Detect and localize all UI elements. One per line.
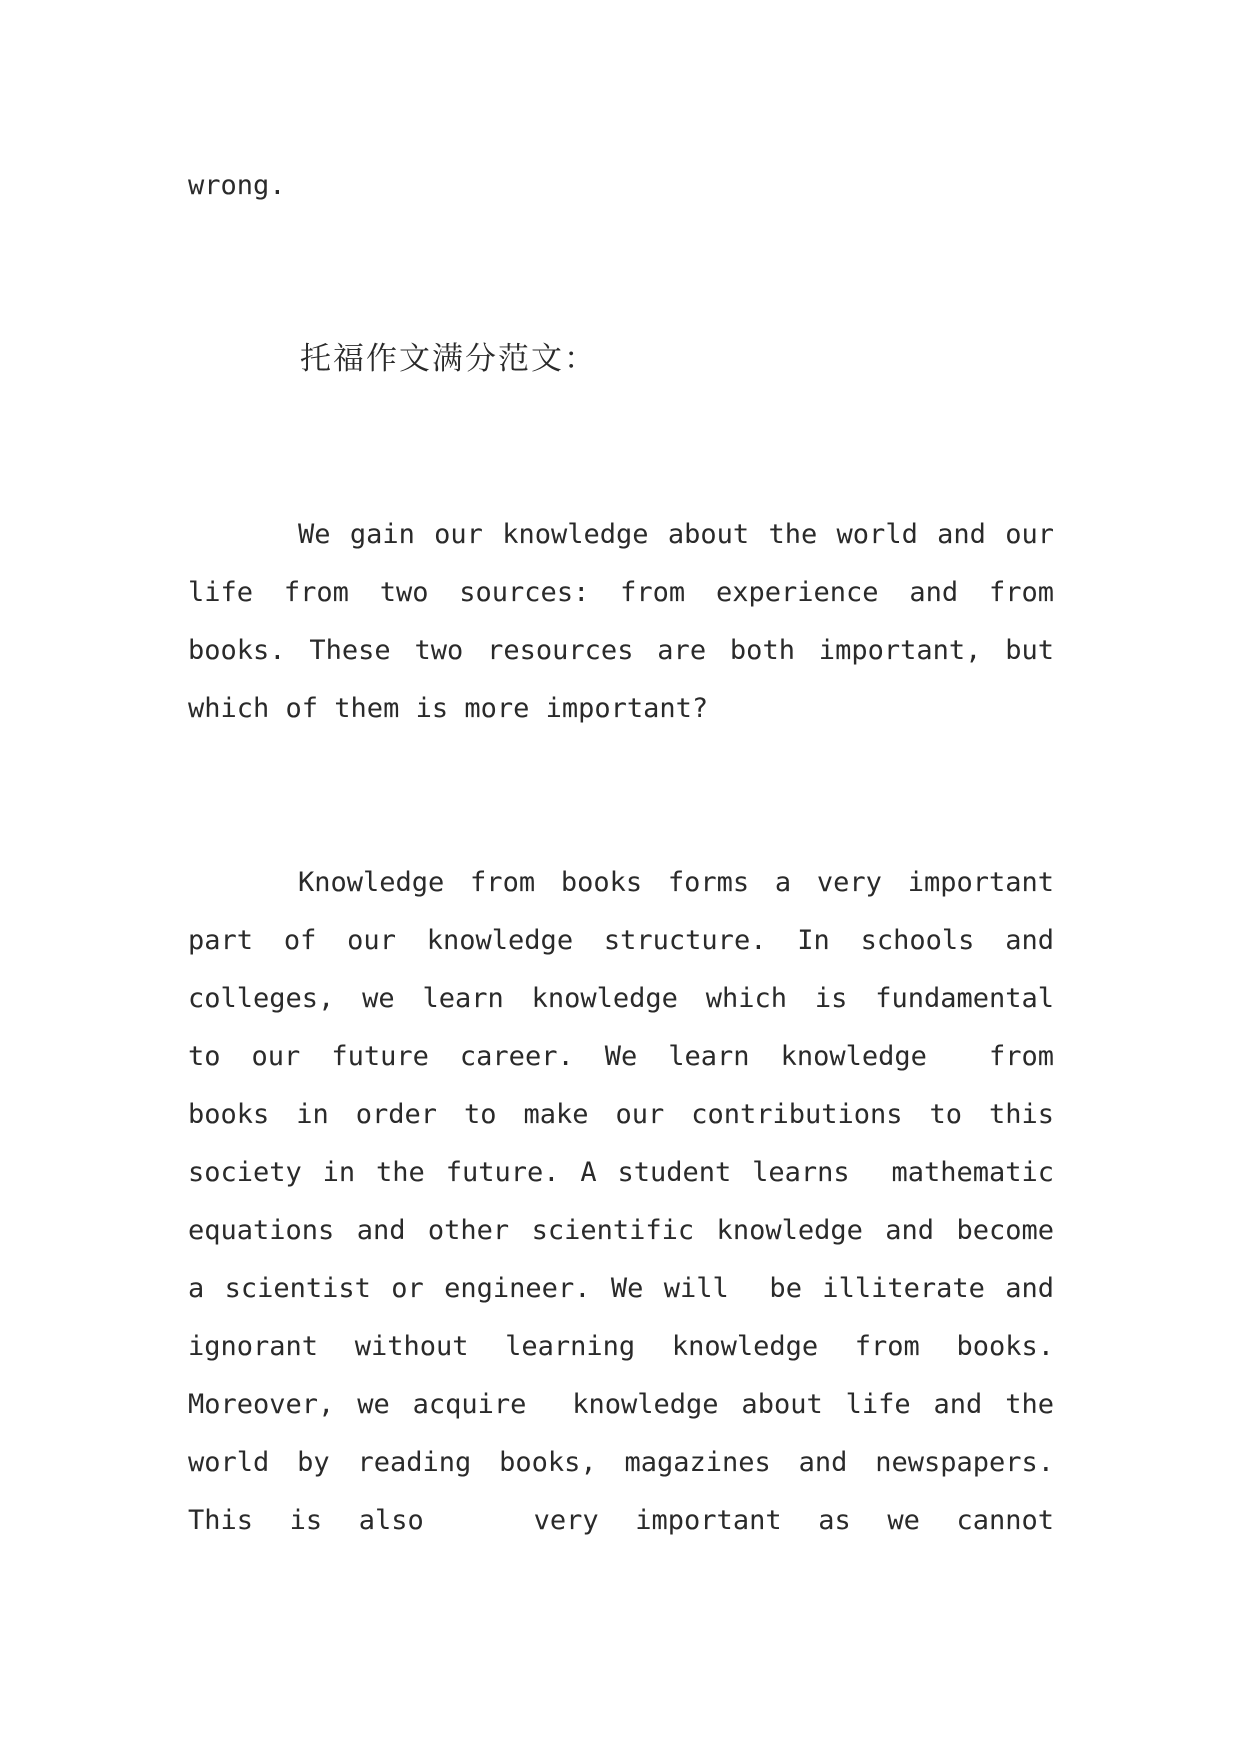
section-heading: 托福作文满分范文： <box>300 341 597 377</box>
paragraph-line: colleges, we learn knowledge which is fundamental <box>188 983 1054 1014</box>
paragraph-line: We gain our knowledge about the world and our <box>298 519 1054 550</box>
paragraph-line: world by reading books, magazines and newspapers. <box>188 1447 1054 1478</box>
paragraph-line: This is also very important as we cannot <box>188 1505 1054 1536</box>
paragraph-line: which of them is more important? <box>188 693 709 724</box>
paragraph-line: society in the future. A student learns mathematic <box>188 1157 1054 1188</box>
paragraph-line: life from two sources: from experience and from <box>188 577 1054 608</box>
paragraph-line: books in order to make our contributions to this <box>188 1099 1054 1130</box>
paragraph-line: part of our knowledge structure. In schools and <box>188 925 1054 956</box>
paragraph-line: a scientist or engineer. We will be illiterate and <box>188 1273 1054 1304</box>
paragraph-line: Knowledge from books forms a very important <box>298 867 1054 898</box>
paragraph-line: ignorant without learning knowledge from books. <box>188 1331 1054 1362</box>
paragraph-line: Moreover, we acquire knowledge about life and the <box>188 1389 1054 1420</box>
fragment-line: wrong. <box>188 170 286 201</box>
paragraph-line: equations and other scientific knowledge and become <box>188 1215 1054 1246</box>
paragraph-line: to our future career. We learn knowledge from <box>188 1041 1054 1072</box>
paragraph-line: books. These two resources are both important, but <box>188 635 1054 666</box>
